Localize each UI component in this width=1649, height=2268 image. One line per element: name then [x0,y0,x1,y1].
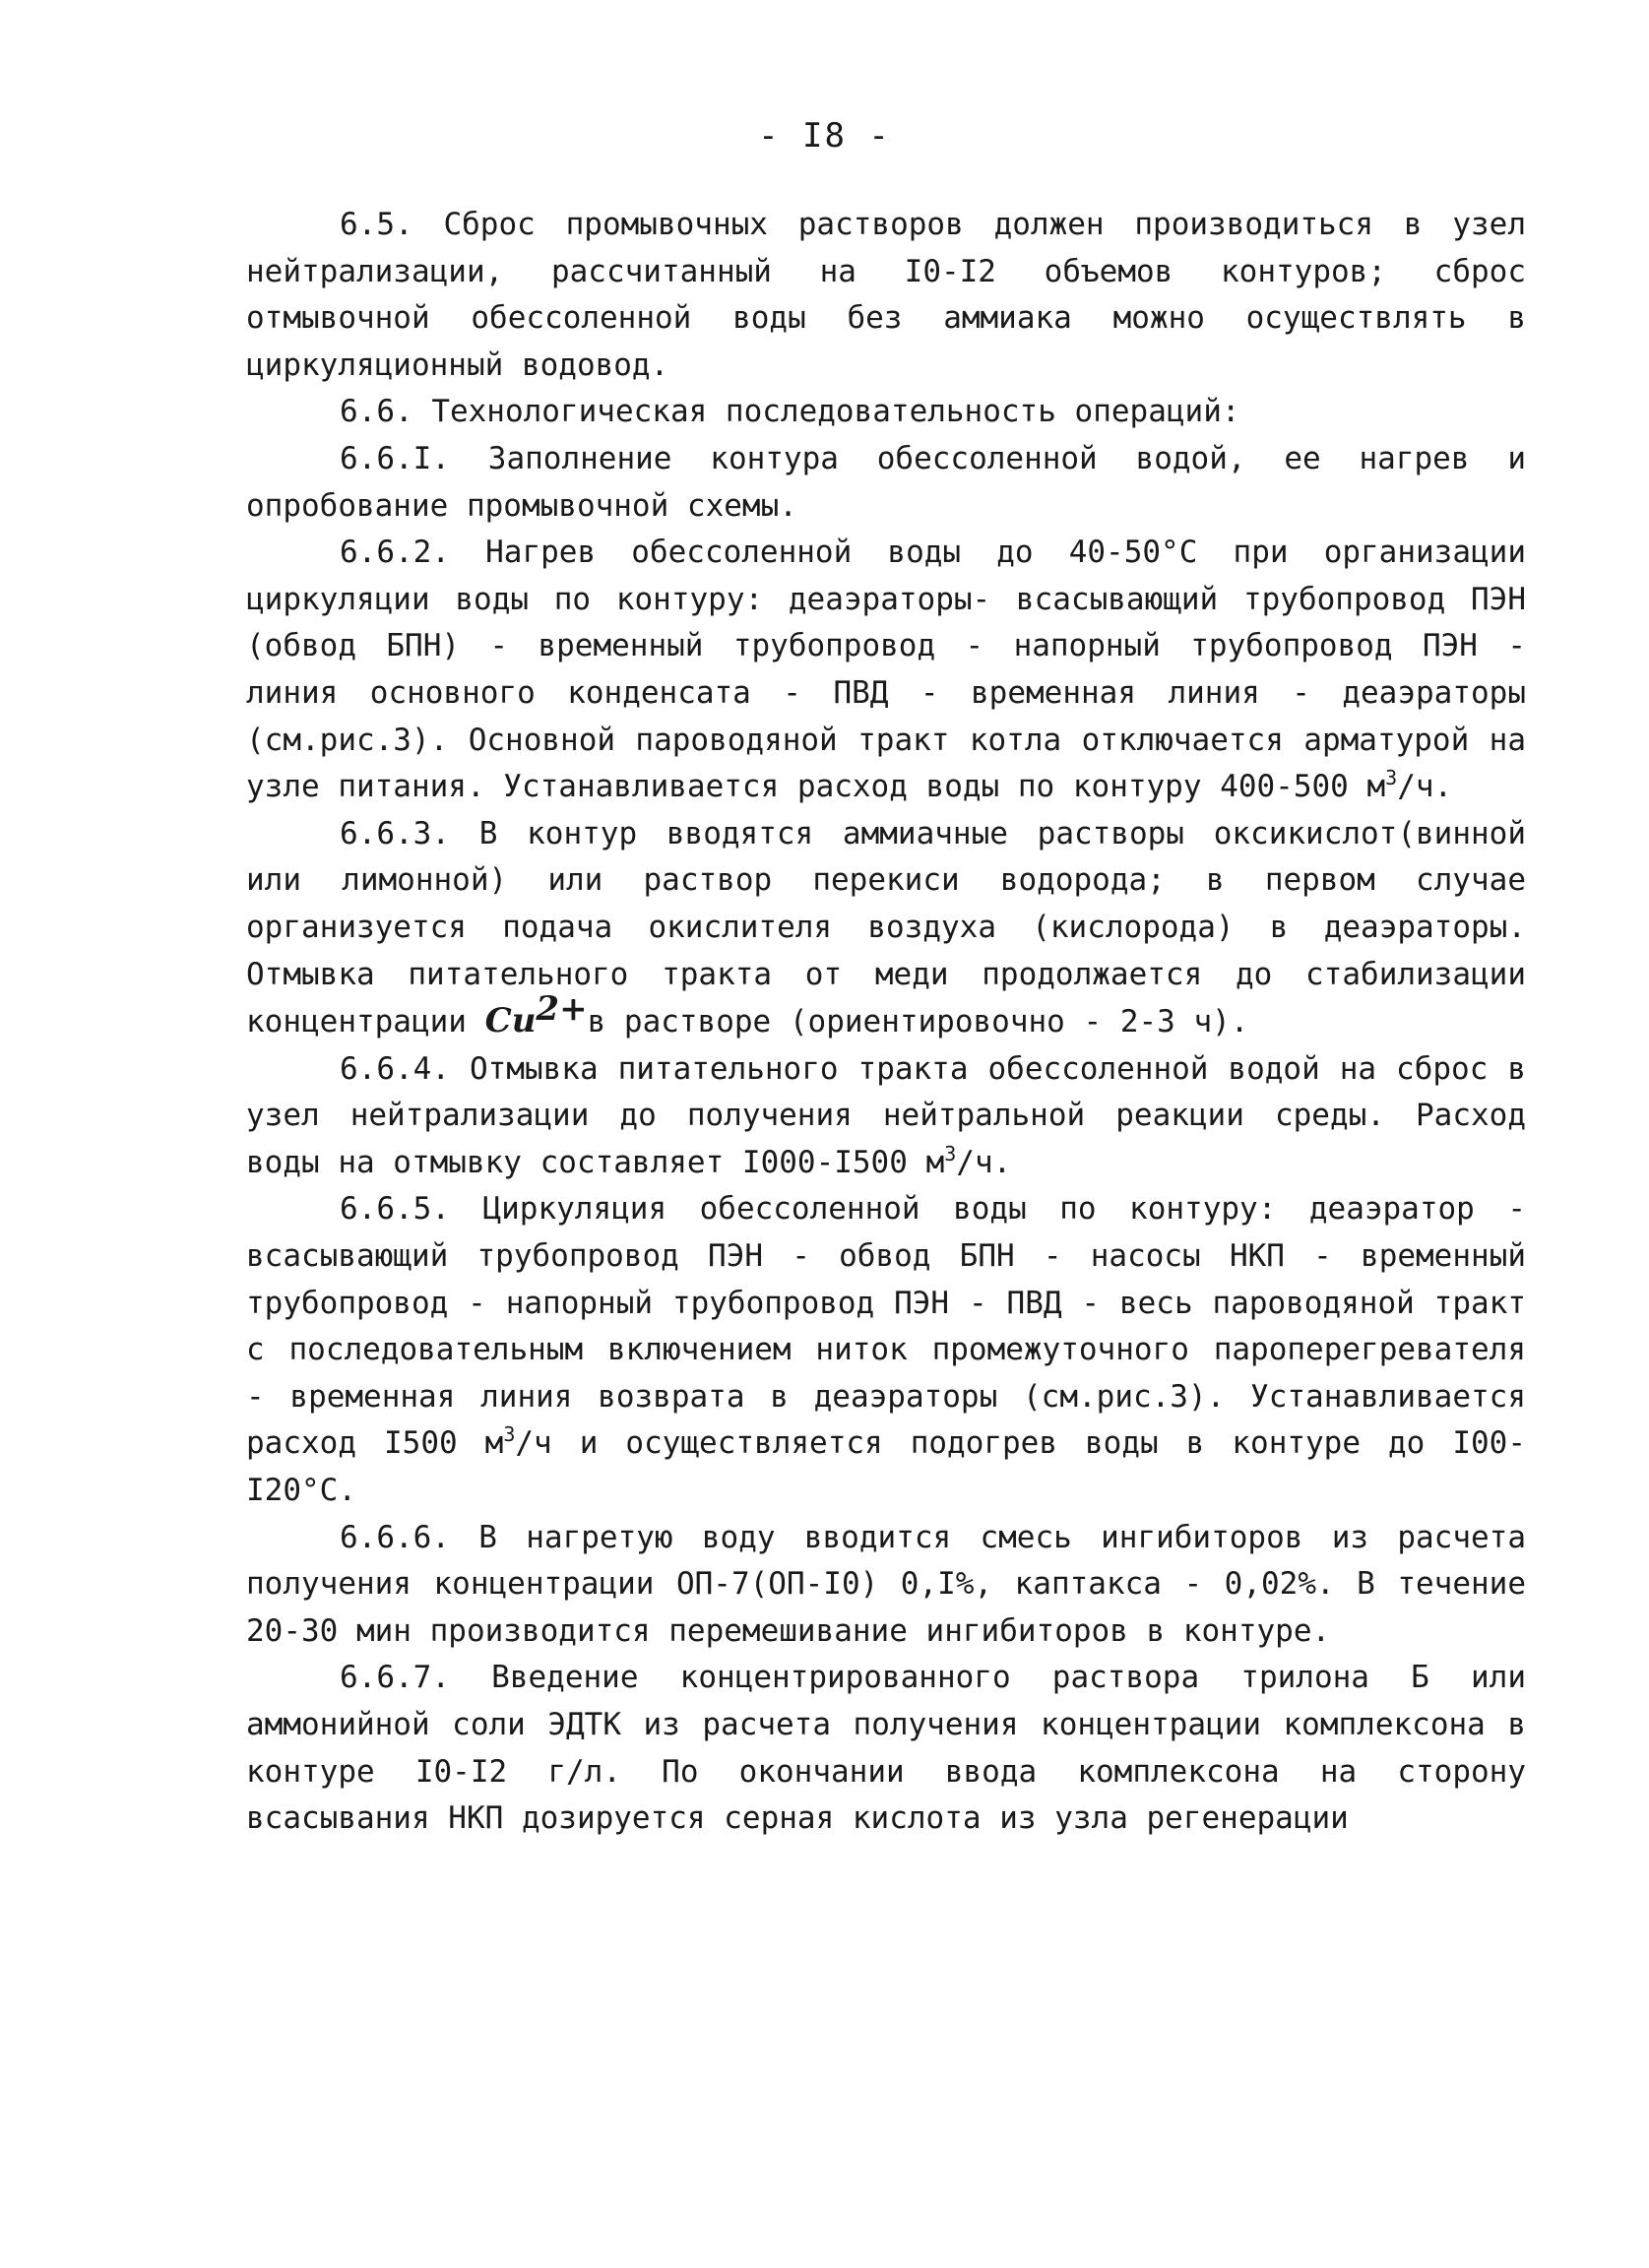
paragraph-6-5: 6.5. Сброс промывочных растворов должен производиться в узел нейтрализации, рассчитанный на I0-I2 объемов контуров; сброс отмывочной обессоленной воды без аммиака можно осуществлять в циркуляционный водовод. [246,207,1526,383]
paragraph-6-6-3-text-a: 6.6.3. В контур вводятся аммиачные растворы оксикислот(винной или лимонной) или раствор перекиси водорода; в первом случае организуется подача окислителя воздуха (кислорода) в деаэраторы. Отмывка питательного тракта от меди продолжается до стабилизации концентрации [246,815,1526,1040]
cubic-exponent: 3 [1385,766,1398,790]
cubic-exponent: 3 [944,1141,957,1166]
degree-celsius-unit: °С [1161,535,1198,571]
paragraph-6-6-2-text-b: при организации циркуляции воды по контуру: деаэраторы- всасывающий трубопровод ПЭН (обвод БПН) - временный трубопровод - напорный трубопровод ПЭН - линия основного конденсата - ПВД - временная линия - деаэраторы (см.рис.3). Основной пароводяной тракт котла отключается арматурой на узле питания. Устанавливается расход воды по контуру 400-500 [246,535,1526,805]
cubic-exponent: 3 [503,1422,516,1447]
paragraph-6-6-5: 6.6.5. Циркуляция обессоленной воды по контуру: деаэратор - всасывающий трубопровод ПЭН - обвод БПН - насосы НКП - временный трубопровод - напорный трубопровод ПЭН - ПВД - весь пароводяной тракт с последовательным включением ниток промежуточного пароперегревателя - временная линия возврата в деаэраторы (см.рис.3). Устанавливается расход I500 $м^3/ч$ и осуществляется подогрев воды в контуре до I00-I20°С. [246,1191,1527,1509]
paragraph-6-6-5-text-a: 6.6.5. Циркуляция обессоленной воды по контуру: деаэратор - всасывающий трубопровод ПЭН - обвод БПН - насосы НКП - временный трубопровод - напорный трубопровод ПЭН - ПВД - весь пароводяной тракт с последовательным включением ниток промежуточного пароперегревателя - временная линия возврата в деаэраторы (см.рис.3). Устанавливается расход I500 [246,1191,1526,1462]
paragraph-6-6-2: 6.6.2. Нагрев обессоленной воды до 40-50°С при организации циркуляции воды по контуру: деаэраторы- всасывающий трубопровод ПЭН (обвод БПН) - временный трубопровод - напорный трубопровод ПЭН - линия основного конденсата - ПВД - временная линия - деаэраторы (см.рис.3). Основной пароводяной тракт котла отключается арматурой на узле питания. Устанавливается расход воды по контуру 400-500 $м^3/ч$. [246,535,1526,805]
paragraph-6-6-3 [246,811,1526,1046]
per-hour-unit: /ч [956,1144,993,1180]
paragraph-6-6-4: 6.6.4. Отмывка питательного тракта обессоленной водой на сброс в узел нейтрализации до получения нейтральной реакции среды. Расход воды на отмывку составляет I000-I500 $м^3/ч$. [246,1050,1526,1180]
paragraph-6-6-6: 6.6.6. В нагретую воду вводится смесь ингибиторов из расчета получения концентрации ОП-7(ОП-I0) 0,I%, каптакса - 0,02%. В течение 20-30 мин производится перемешивание ингибиторов в контуре. [246,1519,1526,1649]
paragraph-6-6-2-text-a: 6.6.2. Нагрев обессоленной воды до 40-50 [340,535,1162,571]
page-number: - I8 - [758,116,891,156]
paragraph-6-6-1: 6.6.I. Заполнение контура обессоленной водой, ее нагрев и опробование промывочной схемы. [246,440,1526,524]
cubic-meter-unit: м [925,1144,945,1180]
cubic-meter-unit: м [1366,769,1386,805]
per-hour-unit: /ч [1397,769,1434,805]
copper-ion-symbol: Cu [484,1001,537,1041]
per-hour-unit: /ч [515,1425,552,1462]
paragraph-6-6-5-text-b: и осуществляется подогрев воды в контуре до I00-I20 [246,1425,1527,1509]
paragraph-6-6-7: 6.6.7. Введение концентрированного раствора трилона Б или аммонийной соли ЭДТК из расчета получения концентрации комплексона в контуре I0-I2 г/л. По окончании ввода комплексона на сторону всасывания НКП дозируется серная кислота из узла регенерации [246,1660,1526,1837]
degree-celsius-unit: °С [301,1473,339,1509]
body-text [246,202,1526,1843]
paragraph-6-6-3-text-b: в растворе (ориентировочно - 2-3 ч). [587,1004,1249,1040]
copper-ion-charge: 2+ [536,989,588,1030]
paragraph-6-6: 6.6. Технологическая последовательность операций: [340,394,1240,430]
cubic-meter-unit: м [484,1425,504,1462]
paragraph-6-6-4-text-a: 6.6.4. Отмывка питательного тракта обессоленной водой на сброс в узел нейтрализации до получения нейтральной реакции среды. Расход воды на отмывку составляет I000-I500 [246,1050,1526,1180]
